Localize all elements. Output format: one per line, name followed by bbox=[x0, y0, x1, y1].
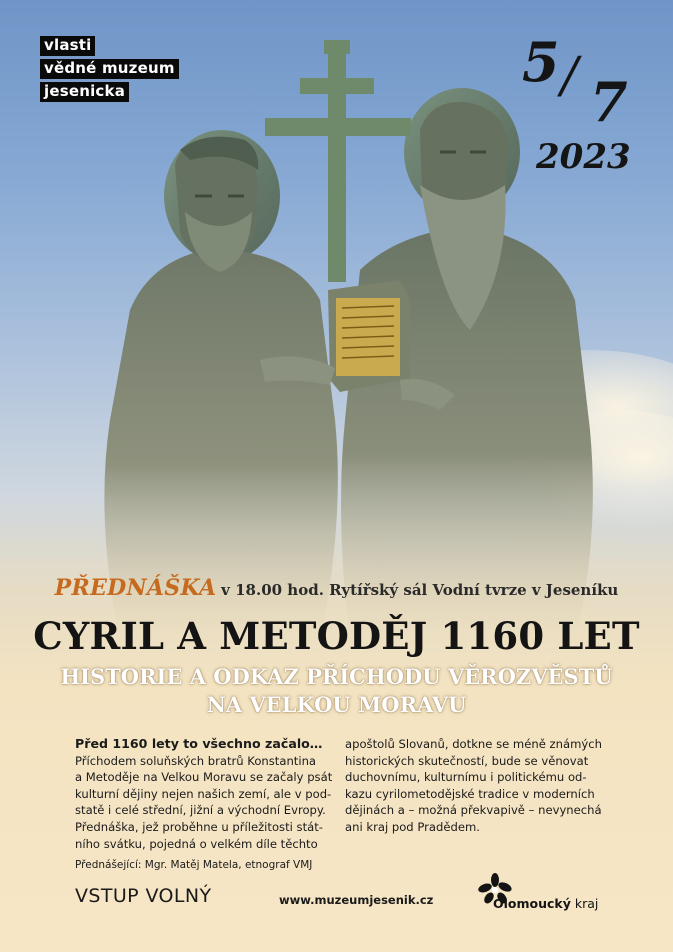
date-day: 5 bbox=[522, 30, 560, 94]
description-line: statě i celé střední, jižní a východní Evropy. bbox=[75, 803, 326, 818]
description-line: ního svátku, pojedná o velkém díle těchto bbox=[75, 836, 318, 851]
description-line: kazu cyrilometodějské tradice v moderních bbox=[345, 786, 595, 801]
date-month: 7 bbox=[590, 70, 628, 134]
region-name-bold: Olomoucký bbox=[493, 896, 571, 911]
event-info: v 18.00 hod. Rytířský sál Vodní tvrze v Jeseníku bbox=[221, 581, 619, 599]
book bbox=[328, 280, 410, 392]
museum-logo[interactable] bbox=[40, 36, 179, 105]
event-subheading bbox=[0, 575, 673, 601]
event-title: CYRIL A METODĚJ 1160 LET bbox=[33, 614, 640, 658]
region-name-normal: kraj bbox=[570, 896, 599, 911]
logo-line-1: vlasti bbox=[40, 36, 95, 56]
region-name bbox=[493, 896, 598, 911]
date-slash: / bbox=[561, 46, 578, 104]
description-line: Přednáška, jež proběhne u příležitosti stát- bbox=[75, 819, 323, 834]
description-line: dějinách a – možná překvapivě – nevynechá bbox=[345, 803, 602, 818]
subtitle-line-2: NA VELKOU MORAVU bbox=[206, 692, 467, 717]
logo-line-2: vědné muzeum bbox=[40, 59, 179, 79]
date-year: 2023 bbox=[536, 137, 631, 177]
description-line: a Metoděje na Velkou Moravu se začaly psát bbox=[75, 770, 333, 785]
description-line: ani kraj pod Pradědem. bbox=[345, 819, 480, 834]
logo-line-3: jesenicka bbox=[40, 82, 129, 102]
description-line: kulturní dějiny nejen našich zemí, ale v pod- bbox=[75, 786, 332, 801]
website-link[interactable]: www.muzeumjesenik.cz bbox=[279, 893, 434, 907]
subtitle-line-1: HISTORIE A ODKAZ PŘÍCHODU VĚROZVĚSTŮ bbox=[60, 664, 613, 689]
cyril-figure bbox=[104, 130, 337, 640]
entry-free-label: VSTUP VOLNÝ bbox=[75, 885, 212, 907]
description-lead: Před 1160 lety to všechno začalo… bbox=[75, 736, 323, 751]
region-logo[interactable] bbox=[479, 876, 619, 916]
description-line: apoštolů Slovanů, dotkne se méně známých bbox=[345, 737, 602, 751]
description-line: historických skutečností, bude se věnovat bbox=[345, 753, 589, 768]
event-label: PŘEDNÁŠKA bbox=[54, 575, 217, 601]
description-line: Příchodem soluňských bratrů Konstantina bbox=[75, 753, 317, 768]
patriarchal-cross bbox=[265, 40, 411, 282]
description-column-2 bbox=[345, 736, 607, 836]
description-line: duchovnímu, kulturnímu i politickému od- bbox=[345, 770, 587, 785]
description-column-1 bbox=[75, 736, 337, 852]
lecturer-credit: Přednášející: Mgr. Matěj Matela, etnograf VMJ bbox=[75, 859, 313, 871]
